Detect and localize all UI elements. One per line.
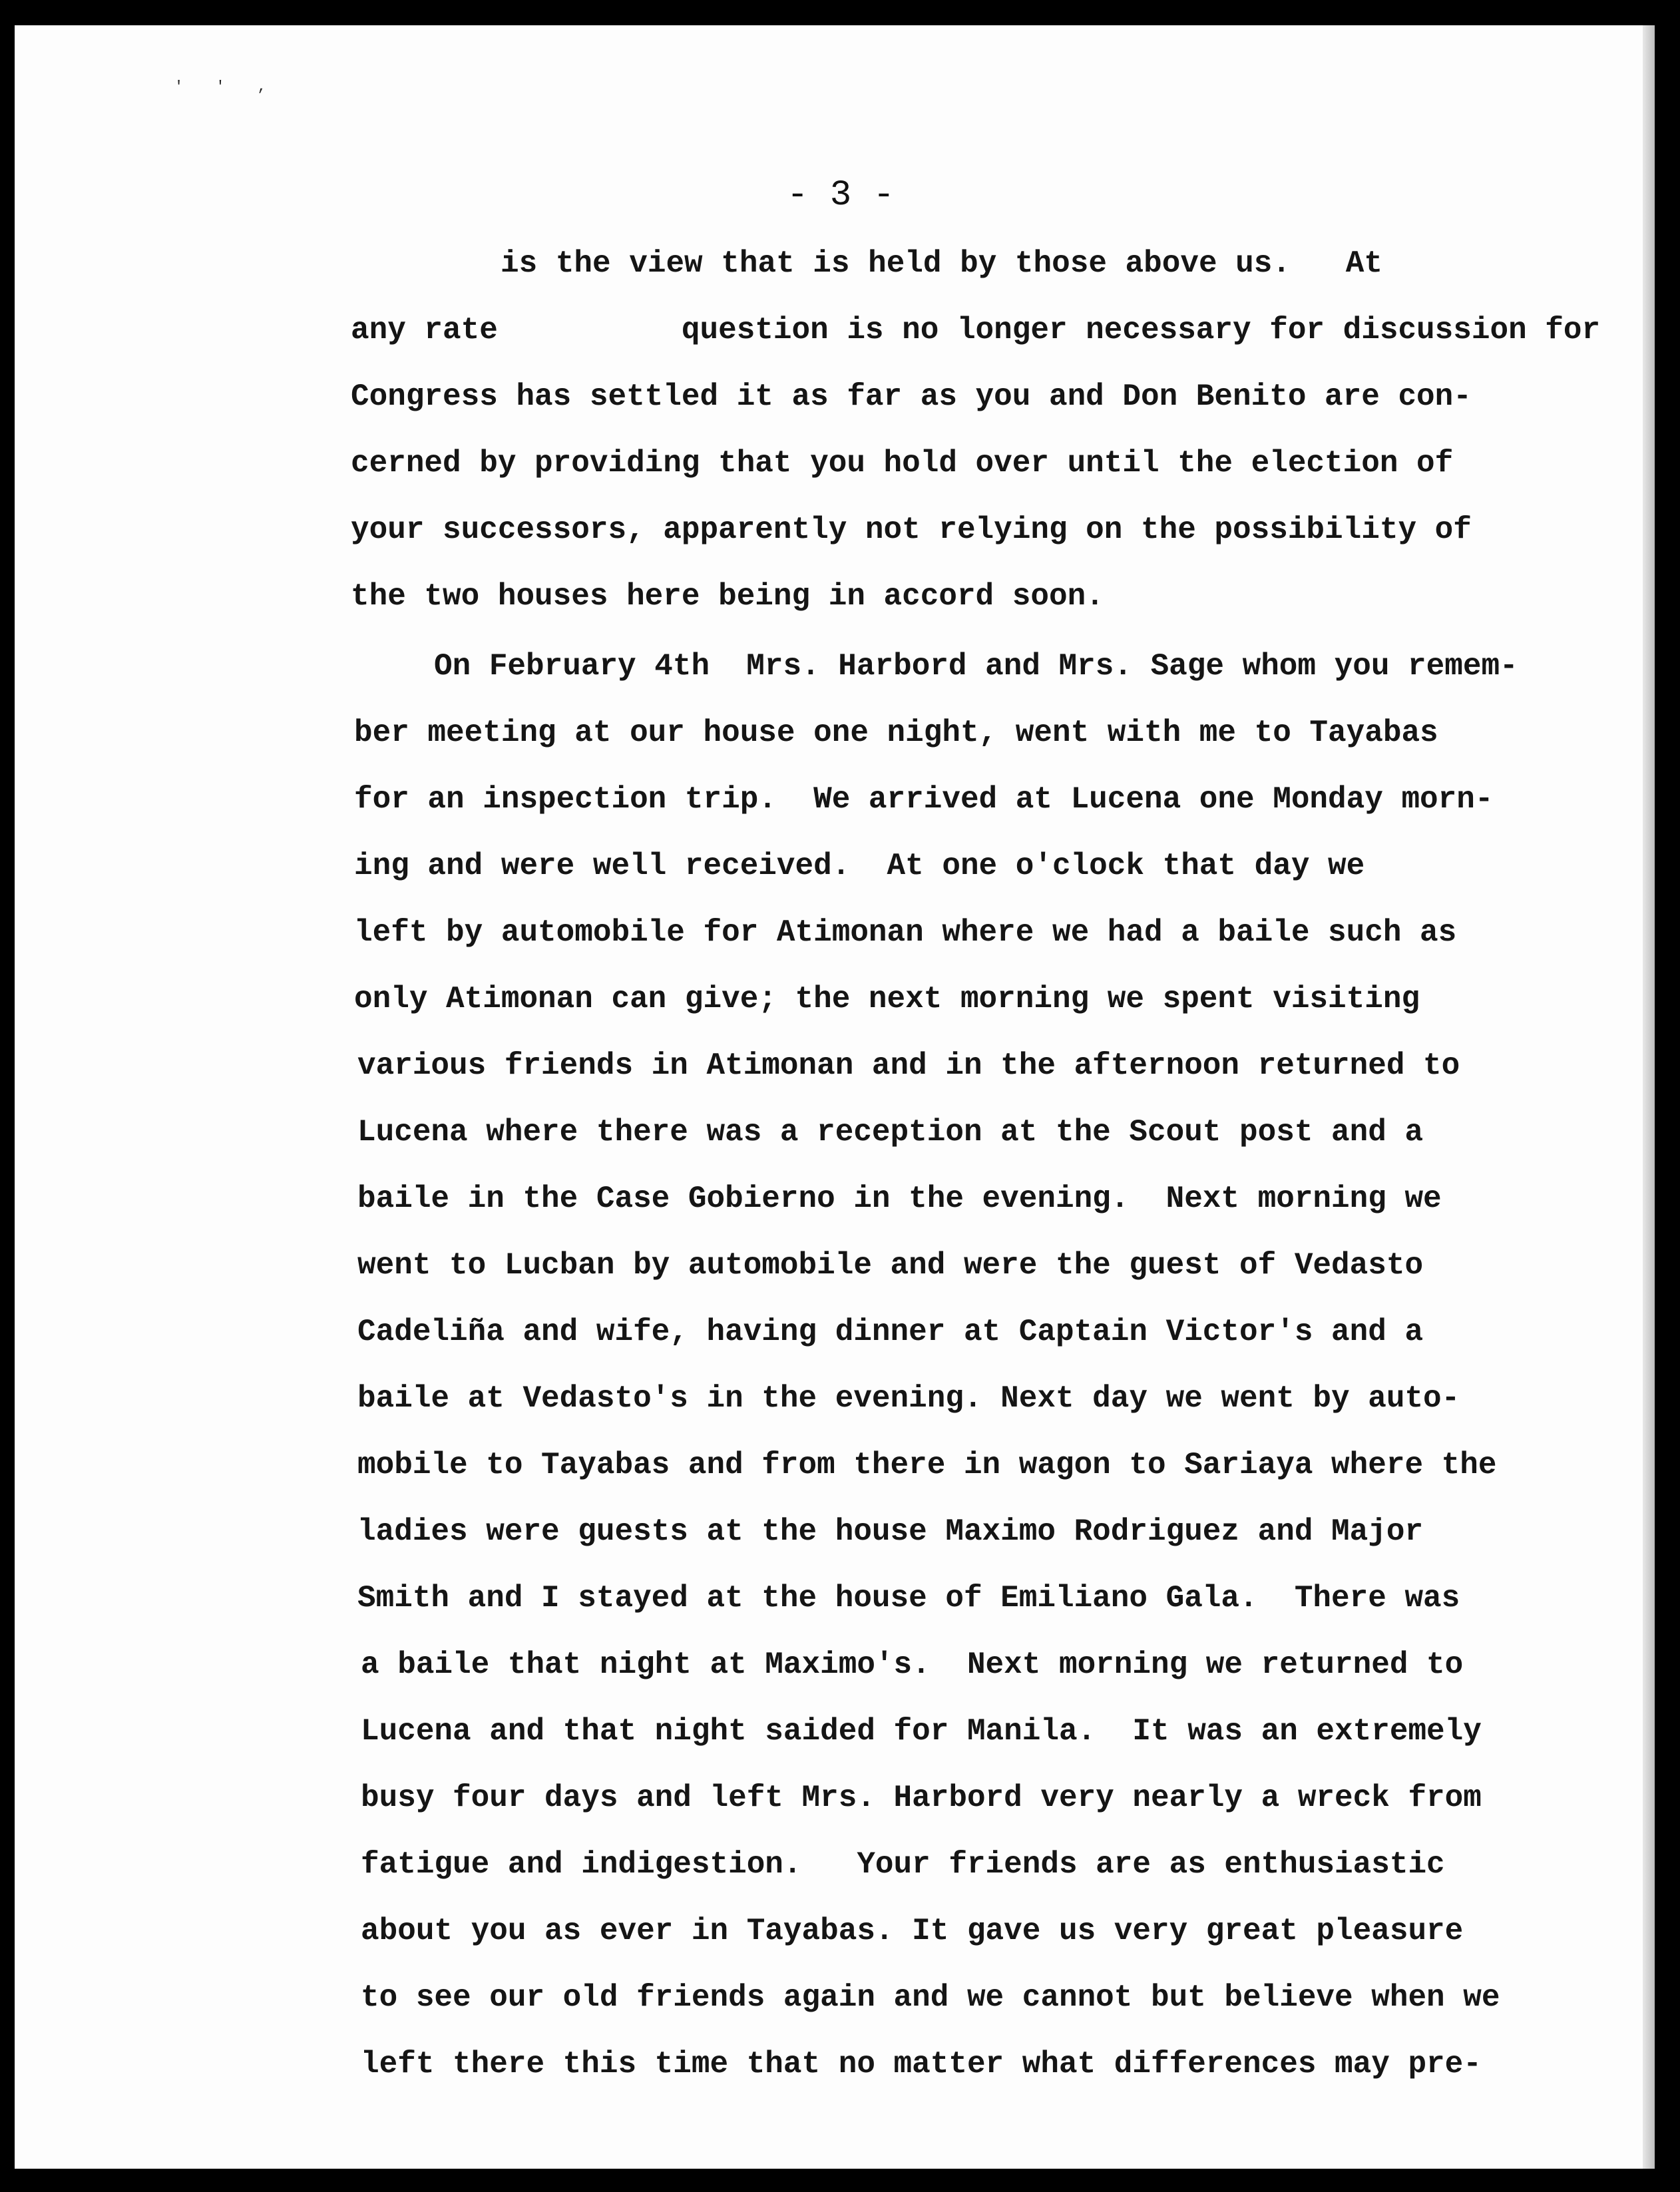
document-page <box>15 25 1644 2169</box>
text-line: to see our old friends again and we cannot but believe when we <box>361 1980 1500 2015</box>
text-line: On February 4th Mrs. Harbord and Mrs. Sage whom you remem- <box>434 649 1518 684</box>
text-line: left by automobile for Atimonan where we had a baile such as <box>354 915 1457 950</box>
text-line: Congress has settled it as far as you and Don Benito are con- <box>351 379 1472 414</box>
text-line: any rate question is no longer necessary for discussion for <box>351 313 1601 347</box>
text-line: ber meeting at our house one night, went with me to Tayabas <box>354 716 1438 750</box>
text-line: is the view that is held by those above us. At <box>501 246 1383 281</box>
text-line: busy four days and left Mrs. Harbord very nearly a wreck from <box>361 1781 1482 1815</box>
text-line: Lucena where there was a reception at the Scout post and a <box>357 1115 1424 1150</box>
text-line: ladies were guests at the house Maximo Rodriguez and Major <box>357 1514 1424 1549</box>
text-line: went to Lucban by automobile and were the guest of Vedasto <box>357 1248 1424 1283</box>
text-line: Cadeliña and wife, having dinner at Captain Victor's and a <box>357 1315 1424 1349</box>
text-line: only Atimonan can give; the next morning we spent visiting <box>354 982 1420 1016</box>
text-line: cerned by providing that you hold over until the election of <box>351 446 1454 481</box>
page-number: - 3 - <box>787 175 895 216</box>
text-line: your successors, apparently not relying on the possibility of <box>351 513 1472 547</box>
text-line: left there this time that no matter what differences may pre- <box>361 2047 1482 2082</box>
page-edge-shadow <box>1643 25 1655 2169</box>
text-line: ing and were well received. At one o'clock that day we <box>354 849 1365 883</box>
corner-marks: ' ' , <box>174 79 279 95</box>
text-line: various friends in Atimonan and in the afternoon returned to <box>357 1048 1460 1083</box>
text-line: for an inspection trip. We arrived at Lucena one Monday morn- <box>354 782 1494 817</box>
text-line: baile in the Case Gobierno in the evening. Next morning we <box>357 1182 1442 1216</box>
text-line: a baile that night at Maximo's. Next morning we returned to <box>361 1647 1464 1682</box>
text-line: mobile to Tayabas and from there in wagon to Sariaya where the <box>357 1448 1497 1482</box>
text-line: baile at Vedasto's in the evening. Next day we went by auto- <box>357 1381 1460 1416</box>
text-line: about you as ever in Tayabas. It gave us very great pleasure <box>361 1914 1464 1948</box>
text-line: Smith and I stayed at the house of Emiliano Gala. There was <box>357 1581 1460 1616</box>
text-line: fatigue and indigestion. Your friends are as enthusiastic <box>361 1847 1445 1882</box>
text-line: Lucena and that night saided for Manila. It was an extremely <box>361 1714 1482 1749</box>
text-line: the two houses here being in accord soon. <box>351 579 1104 614</box>
